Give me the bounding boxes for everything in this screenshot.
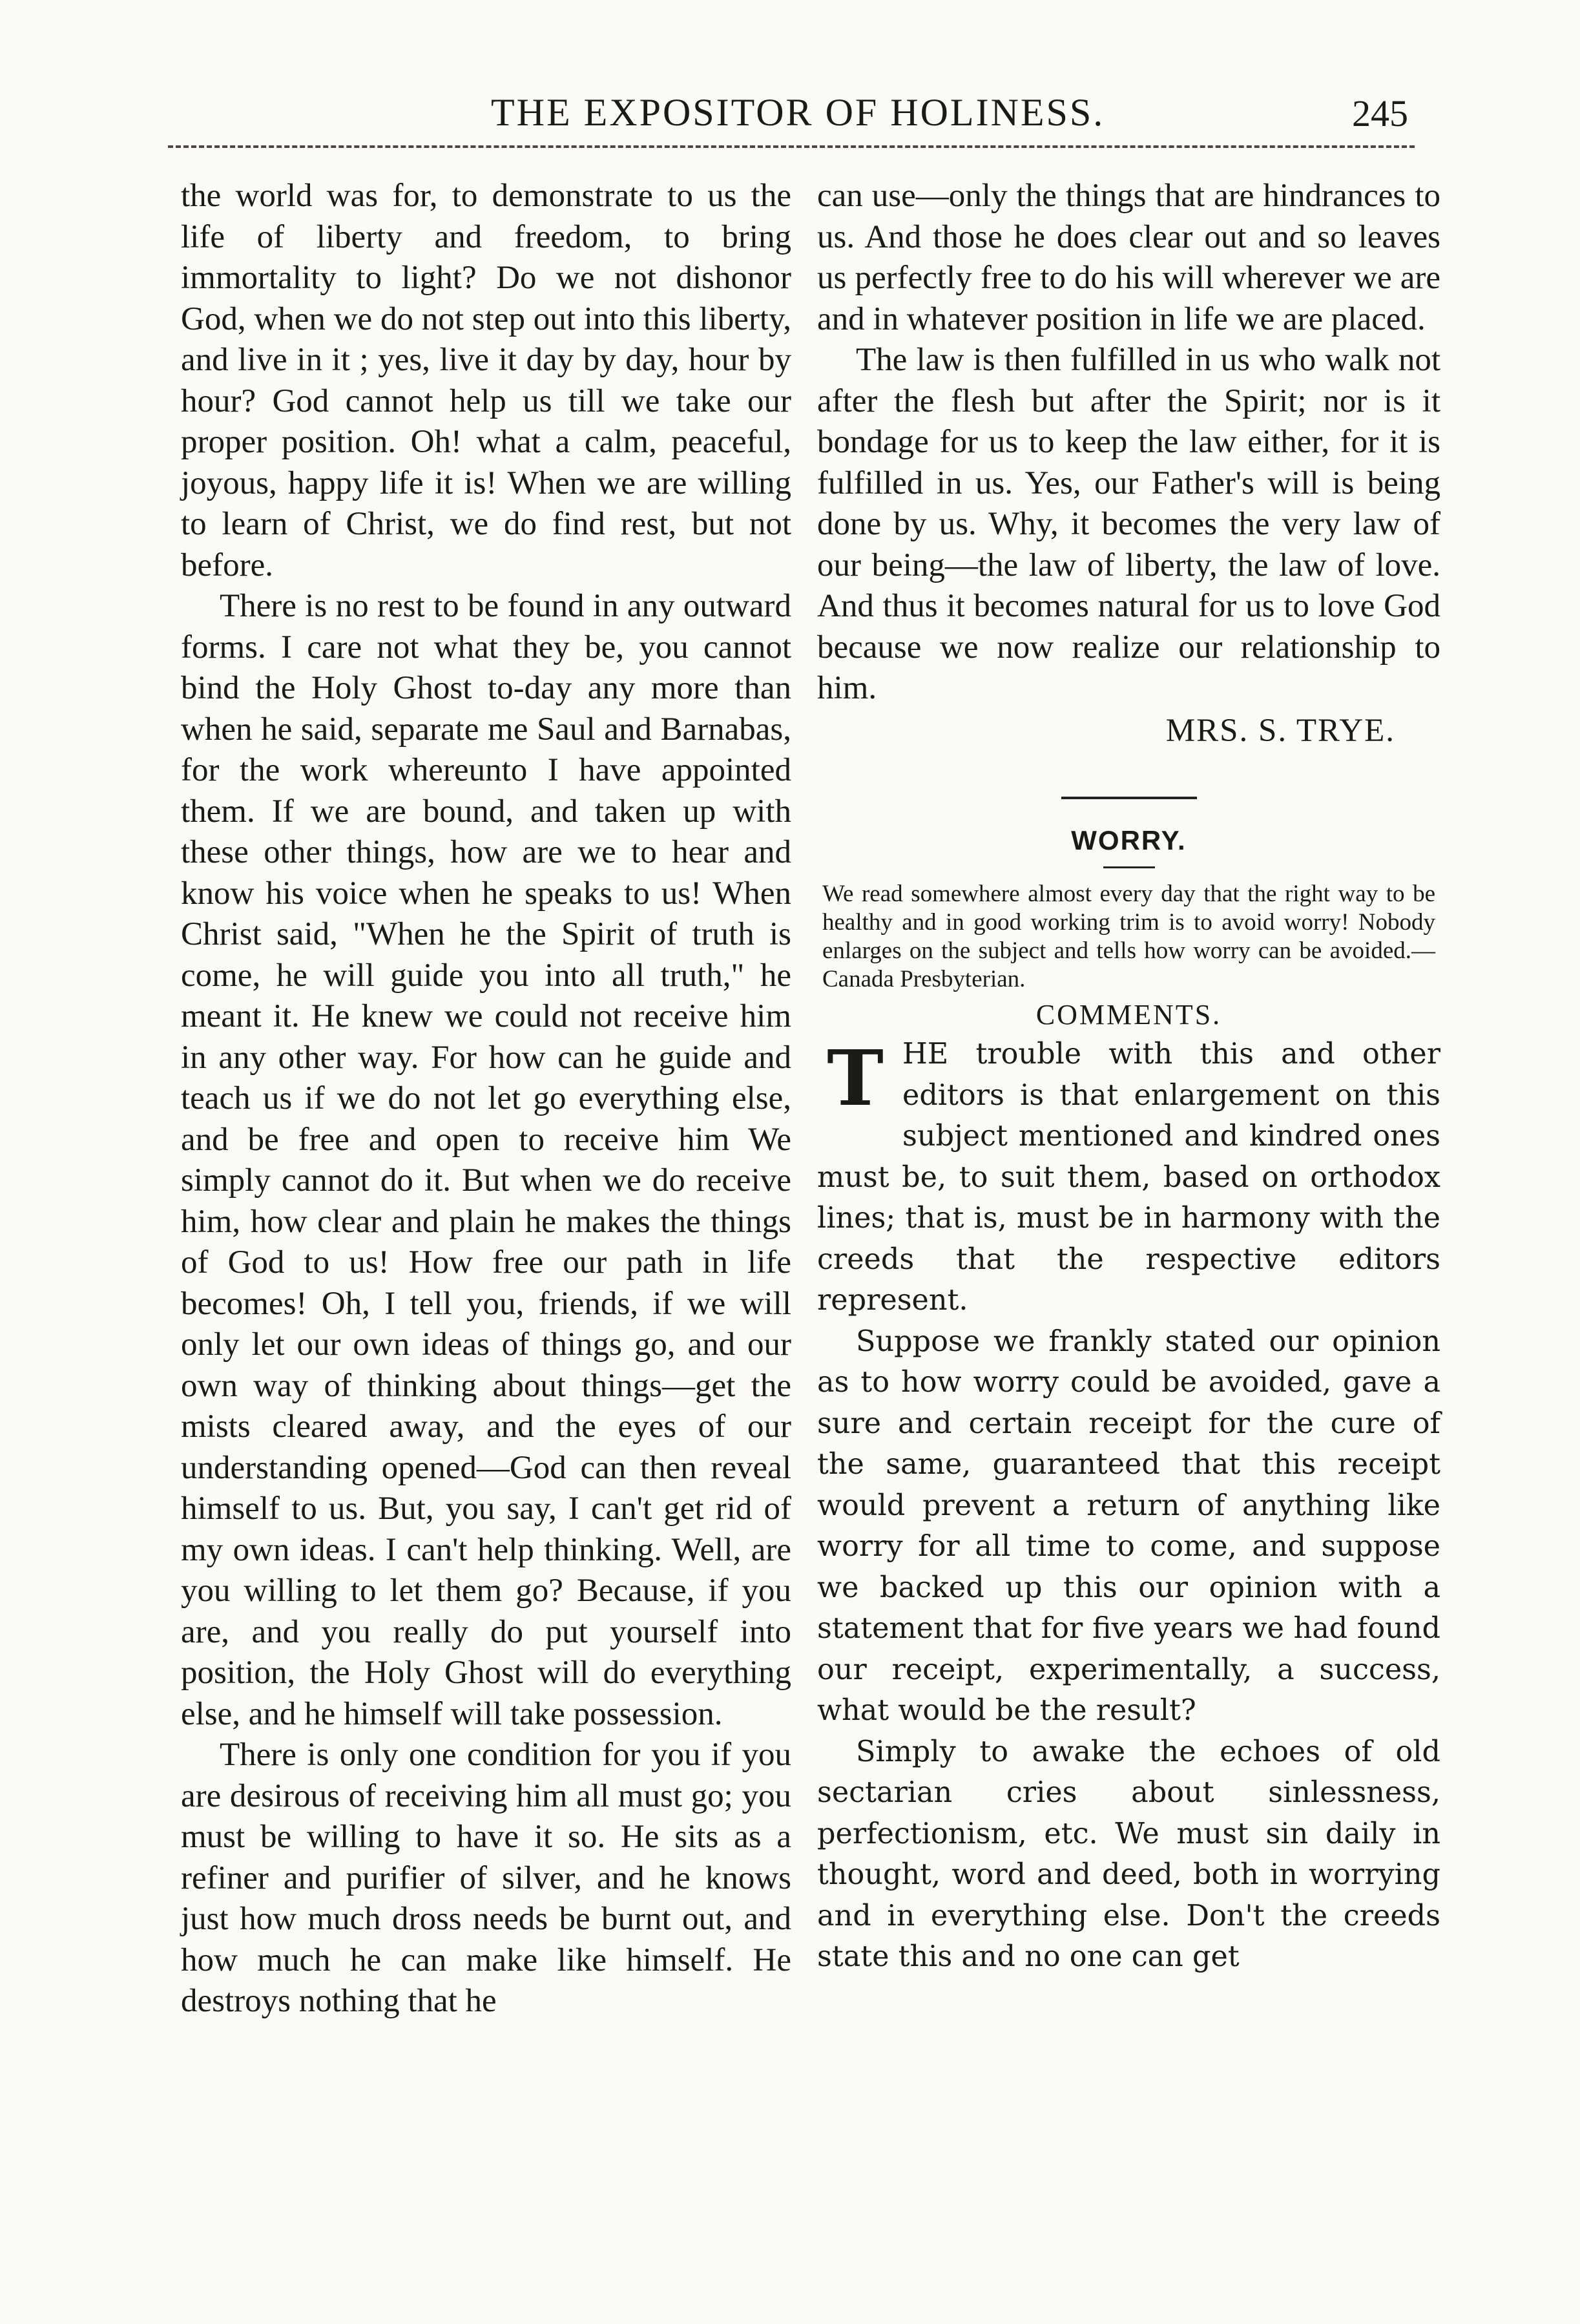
comments-paragraph-2: Suppose we frankly stated our opinion as to how worry could be avoided, gave a sure and certain receipt for the cure of the same, guaranteed that this receipt would prevent a return of anything like worry for all time to come, and suppose we backed up this our opinion with a statement that for five years we had found our receipt, experimentally, a success, what would be the result?: [817, 1324, 1440, 1727]
page-header: [168, 84, 1428, 149]
running-title: THE EXPOSITOR OF HOLINESS.: [491, 91, 1105, 134]
author-signature: MRS. S. TRYE.: [1165, 712, 1395, 749]
worry-quote: We read somewhere almost every day that the right way to be healthy and in good working trim is to avoid worry! Nobody enlarges on the subject and tells how worry can be avoided.—Canada Presbyterian.: [822, 881, 1435, 992]
comments-paragraph-1: [817, 1034, 1440, 1321]
page-number: 245: [1352, 92, 1408, 134]
comments-paragraph-3: Simply to awake the echoes of old sectarian cries about sinlessness, perfectionism, etc. We must sin daily in thought, word and deed, both in worrying and in everything else. Don't the creeds state this and no one can get: [817, 1735, 1440, 1973]
left-paragraph-1: the world was for, to demonstrate to us the life of liberty and freedom, to bring immortality to light? Do we not dishonor God, when we do not step out into this liberty, and live in it ; yes, live it day by day, hour by hour? God cannot help us till we take our proper position. Oh! what a calm, peaceful, joyous, happy life it is! When we are willing to learn of Christ, we do find rest, but not before.: [181, 178, 791, 583]
right-paragraph-2: The law is then fulfilled in us who walk not after the flesh but after the Spirit; nor is it bondage for us to keep the law either, for it is fulfilled in us. Yes, our Father's will is being done by us. Why, it becomes the very law of our being—the law of liberty, the law of love. And thus it becomes natural for us to love God because we now realize our relationship to him.: [817, 342, 1440, 706]
section-divider: [1061, 797, 1197, 799]
left-paragraph-2: There is no rest to be found in any outward forms. I care not what they be, you cannot bind the Holy Ghost to-day any more than when he said, separate me Saul and Barnabas, for the work whereunto I have appointed them. If we are bound, and taken up with these other things, how are we to hear and know his voice when he speaks to us! When Christ said, "When he the Spirit of truth is come, he will guide you into all truth," he meant it. He knew we could not receive him in any other way. For how can he guide and teach us if we do not let go everything else, and be free and open to receive him We simply cannot do it. But when we do receive him, how clear and plain he makes the things of God to us! How free our path in life becomes! Oh, I tell you, friends, if we will only let our own ideas of things go, and our own way of thinking about things—get the mists cleared away, and the eyes of our understanding opened—God can then reveal himself to us. But, you say, I can't get rid of my own ideas. I can't help thinking. Well, are you willing to let them go? Because, if you are, and you really do put yourself into position, the Holy Ghost will do everything else, and he himself will take possession.: [181, 588, 791, 1732]
comments-paragraph-1-text: HE trouble with this and other editors is that enlargement on this subject mentioned and kindred ones must be, to suit them, based on orthodox lines; that is, must be in harmony with the creeds that the respective editors represent.: [817, 1038, 1440, 1317]
header-rule: [168, 145, 1415, 148]
right-column: [817, 176, 1440, 1978]
comments-body: [817, 1034, 1440, 1978]
left-column: [181, 176, 791, 2022]
left-paragraph-3: There is only one condition for you if you are desirous of receiving him all must go; you must be willing to have it so. He sits as a refiner and purifier of silver, and he knows just how much dross needs be burnt out, and how much he can make like himself. He destroys nothing that he: [181, 1737, 791, 2019]
worry-title: WORRY.: [1071, 825, 1187, 855]
title-underline: [1103, 866, 1155, 868]
comments-title: COMMENTS.: [1035, 999, 1222, 1031]
drop-cap: T: [827, 1033, 884, 1123]
right-paragraph-1: can use—only the things that are hindrances to us. And those he does clear out and so leaves us perfectly free to do his will wherever we are and in whatever position in life we are placed.: [817, 178, 1440, 337]
